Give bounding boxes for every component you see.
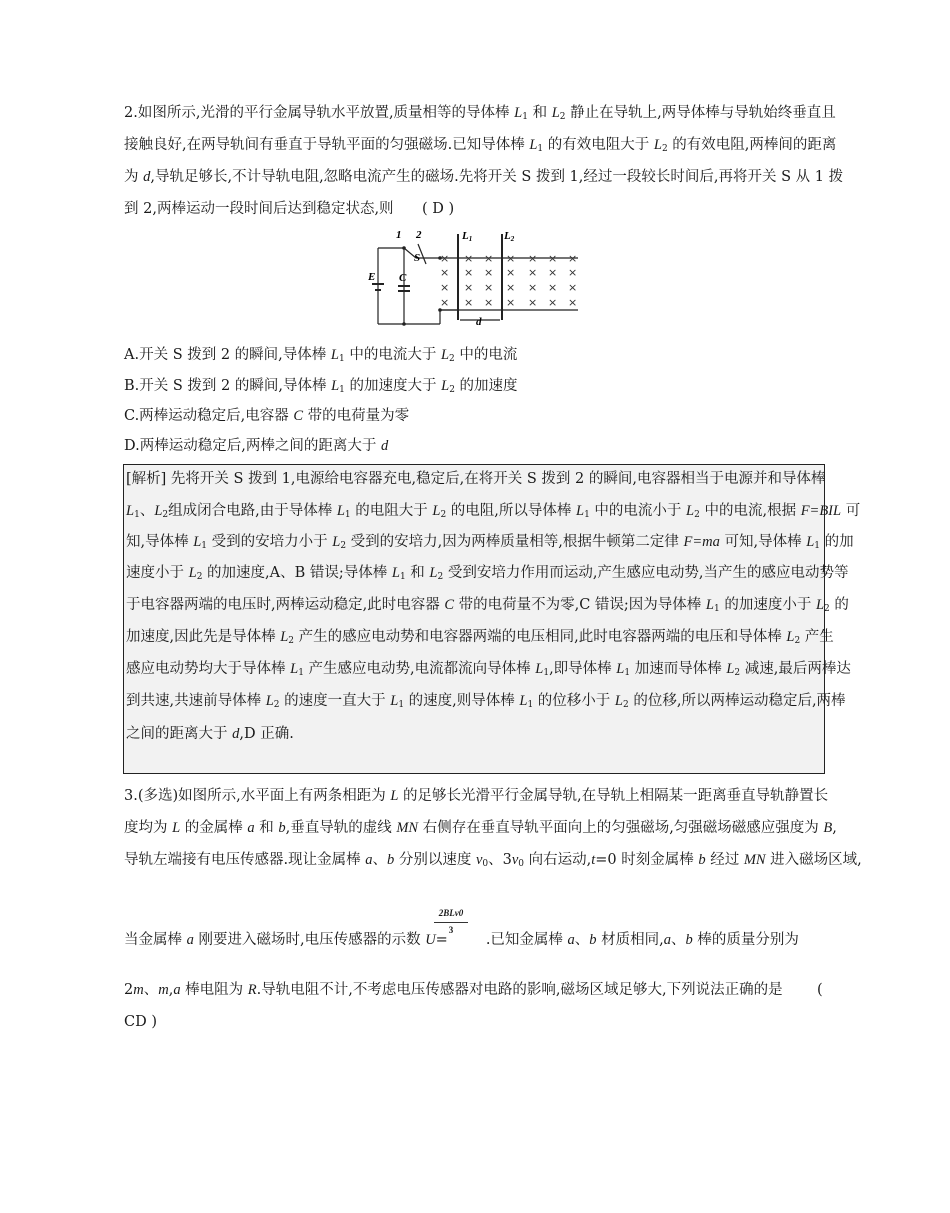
analysis-line-1: [解析] 先将开关 S 拨到 1,电源给电容器充电,稳定后,在将开关 S 拨到 2 的瞬间,电容器相当于电源并和导体棒 xyxy=(126,471,826,487)
q2-option-b: B.开关 S 拨到 2 的瞬间,导体棒 $L_1$ 的加速度大于 $L_2$ 的加速度 xyxy=(124,378,518,395)
q2-stem-line-4: 到 2,两棒运动一段时间后达到稳定状态,则 xyxy=(124,201,394,217)
field-cross-mark: × xyxy=(506,252,516,265)
q3-stem-line-1: 3.(多选)如图所示,水平面上有两条相距为 L 的足够长光滑平行金属导轨,在导轨上相隔某一距离垂直导轨静置长 xyxy=(124,788,829,804)
field-cross-mark: × xyxy=(548,281,558,294)
q3-stem-line-2: 度均为 L 的金属棒 a 和 b,垂直导轨的虚线 MN 右侧存在垂直导轨平面向上的匀强磁场,匀强磁场磁感应强度为 B, xyxy=(124,820,837,836)
field-cross-mark: × xyxy=(568,252,578,265)
battery-label-e: E xyxy=(368,271,376,283)
q2-analysis-box xyxy=(123,464,861,774)
q3-stem-line-4: 当金属棒 a 刚要进入磁场时,电压传感器的示数 U= .已知金属棒 a、b 材质相同,a、b 棒的质量分别为 xyxy=(124,932,799,948)
q2-option-d: D.两棒运动稳定后,两棒之间的距离大于 d xyxy=(124,438,389,454)
analysis-line-9: 之间的距离大于 d,D 正确. xyxy=(126,726,294,742)
q2-answer: ( D ) xyxy=(422,201,455,217)
field-cross-mark: × xyxy=(506,281,516,294)
q3-answer: CD ) xyxy=(124,1014,157,1030)
analysis-line-2: $L_1$、$L_2$组成闭合电路,由于导体棒 $L_1$ 的电阻大于 $L_2$ 的电阻,所以导体棒 $L_1$ 中的电流小于 $L_2$ 中的电流,根据 F=BIL 可 xyxy=(126,503,861,520)
q2-option-c: C.两棒运动稳定后,电容器 C 带的电荷量为零 xyxy=(124,408,410,424)
capacitor-label-c: C xyxy=(399,272,407,284)
rod-label-l1: L1 xyxy=(462,230,473,243)
field-cross-mark: × xyxy=(484,281,494,294)
analysis-line-5: 于电容器两端的电压时,两棒运动稳定,此时电容器 C 带的电荷量不为零,C 错误;因为导体棒 $L_1$ 的加速度小于 $L_2$ 的 xyxy=(126,597,849,614)
analysis-line-7: 感应电动势均大于导体棒 $L_1$ 产生感应电动势,电流都流向导体棒 $L_1$,即导体棒 $L_1$ 加速而导体棒 $L_2$ 减速,最后两棒达 xyxy=(126,661,851,678)
field-cross-mark: × xyxy=(548,266,558,279)
q2-stem-line-1: 2.如图所示,光滑的平行金属导轨水平放置,质量相等的导体棒 $L_1$ 和 $L_2$ 静止在导轨上,两导体棒与导轨始终垂直且 xyxy=(124,105,836,122)
field-cross-mark: × xyxy=(440,252,450,265)
q3-stem-line-5: 2m、m,a 棒电阻为 R.导轨电阻不计,不考虑电压传感器对电路的影响,磁场区域足够大,下列说法正确的是 xyxy=(124,982,783,998)
fraction-denominator: 3 xyxy=(448,925,454,935)
analysis-line-3: 知,导体棒 $L_1$ 受到的安培力小于 $L_2$ 受到的安培力,因为两棒质量相等,根据牛顿第二定律 F=ma 可知,导体棒 $L_1$ 的加 xyxy=(126,534,854,551)
switch-label-1: 1 xyxy=(396,229,402,241)
field-cross-mark: × xyxy=(506,266,516,279)
q2-stem-line-2: 接触良好,在两导轨间有垂直于导轨平面的匀强磁场.已知导体棒 $L_1$ 的有效电阻大于 $L_2$ 的有效电阻,两棒间的距离 xyxy=(124,137,837,154)
q3-stem-line-3: 导轨左端接有电压传感器.现让金属棒 a、b 分别以速度 $v_0$、$3v_0$ 向右运动,t=0 时刻金属棒 b 经过 MN 进入磁场区域, xyxy=(124,852,862,869)
q3-answer-paren: ( xyxy=(817,982,823,998)
switch-label-2: 2 xyxy=(416,229,422,241)
field-cross-mark: × xyxy=(464,281,474,294)
field-cross-mark: × xyxy=(464,296,474,309)
field-cross-mark: × xyxy=(568,296,578,309)
field-cross-mark: × xyxy=(484,266,494,279)
field-cross-mark: × xyxy=(548,296,558,309)
field-cross-mark: × xyxy=(548,252,558,265)
q2-stem-line-3: 为 d,导轨足够长,不计导轨电阻,忽略电流产生的磁场.先将开关 S 拨到 1,经过一段较长时间后,再将开关 S 从 1 拨 xyxy=(124,169,844,185)
field-cross-mark: × xyxy=(464,252,474,265)
analysis-line-6: 加速度,因此先是导体棒 $L_2$ 产生的感应电动势和电容器两端的电压相同,此时电容器两端的电压和导体棒 $L_2$ 产生 xyxy=(126,629,834,646)
fraction-numerator: 2BLv0 xyxy=(438,908,464,918)
field-cross-mark: × xyxy=(440,281,450,294)
field-cross-mark: × xyxy=(568,281,578,294)
field-cross-mark: × xyxy=(528,252,538,265)
fraction-bar xyxy=(434,922,468,923)
distance-label-d: d xyxy=(476,316,482,328)
voltage-fraction xyxy=(432,908,470,942)
field-cross-mark: × xyxy=(528,281,538,294)
field-cross-mark: × xyxy=(484,252,494,265)
q2-circuit-figure xyxy=(368,224,580,328)
analysis-line-4: 速度小于 $L_2$ 的加速度,A、B 错误;导体棒 $L_1$ 和 $L_2$ 受到安培力作用而运动,产生感应电动势,当产生的感应电动势等 xyxy=(126,565,849,582)
rod-label-l2: L2 xyxy=(504,230,515,243)
field-cross-mark: × xyxy=(568,266,578,279)
q2-option-a: A.开关 S 拨到 2 的瞬间,导体棒 $L_1$ 中的电流大于 $L_2$ 中的电流 xyxy=(124,347,518,364)
field-cross-mark: × xyxy=(440,296,450,309)
switch-label-s: S xyxy=(414,252,421,264)
analysis-line-8: 到共速,共速前导体棒 $L_2$ 的速度一直大于 $L_1$ 的速度,则导体棒 $L_1$ 的位移小于 $L_2$ 的位移,所以两棒运动稳定后,两棒 xyxy=(126,693,846,710)
field-cross-mark: × xyxy=(484,296,494,309)
field-cross-mark: × xyxy=(440,266,450,279)
field-cross-mark: × xyxy=(506,296,516,309)
field-cross-mark: × xyxy=(528,296,538,309)
field-cross-mark: × xyxy=(464,266,474,279)
field-cross-mark: × xyxy=(528,266,538,279)
